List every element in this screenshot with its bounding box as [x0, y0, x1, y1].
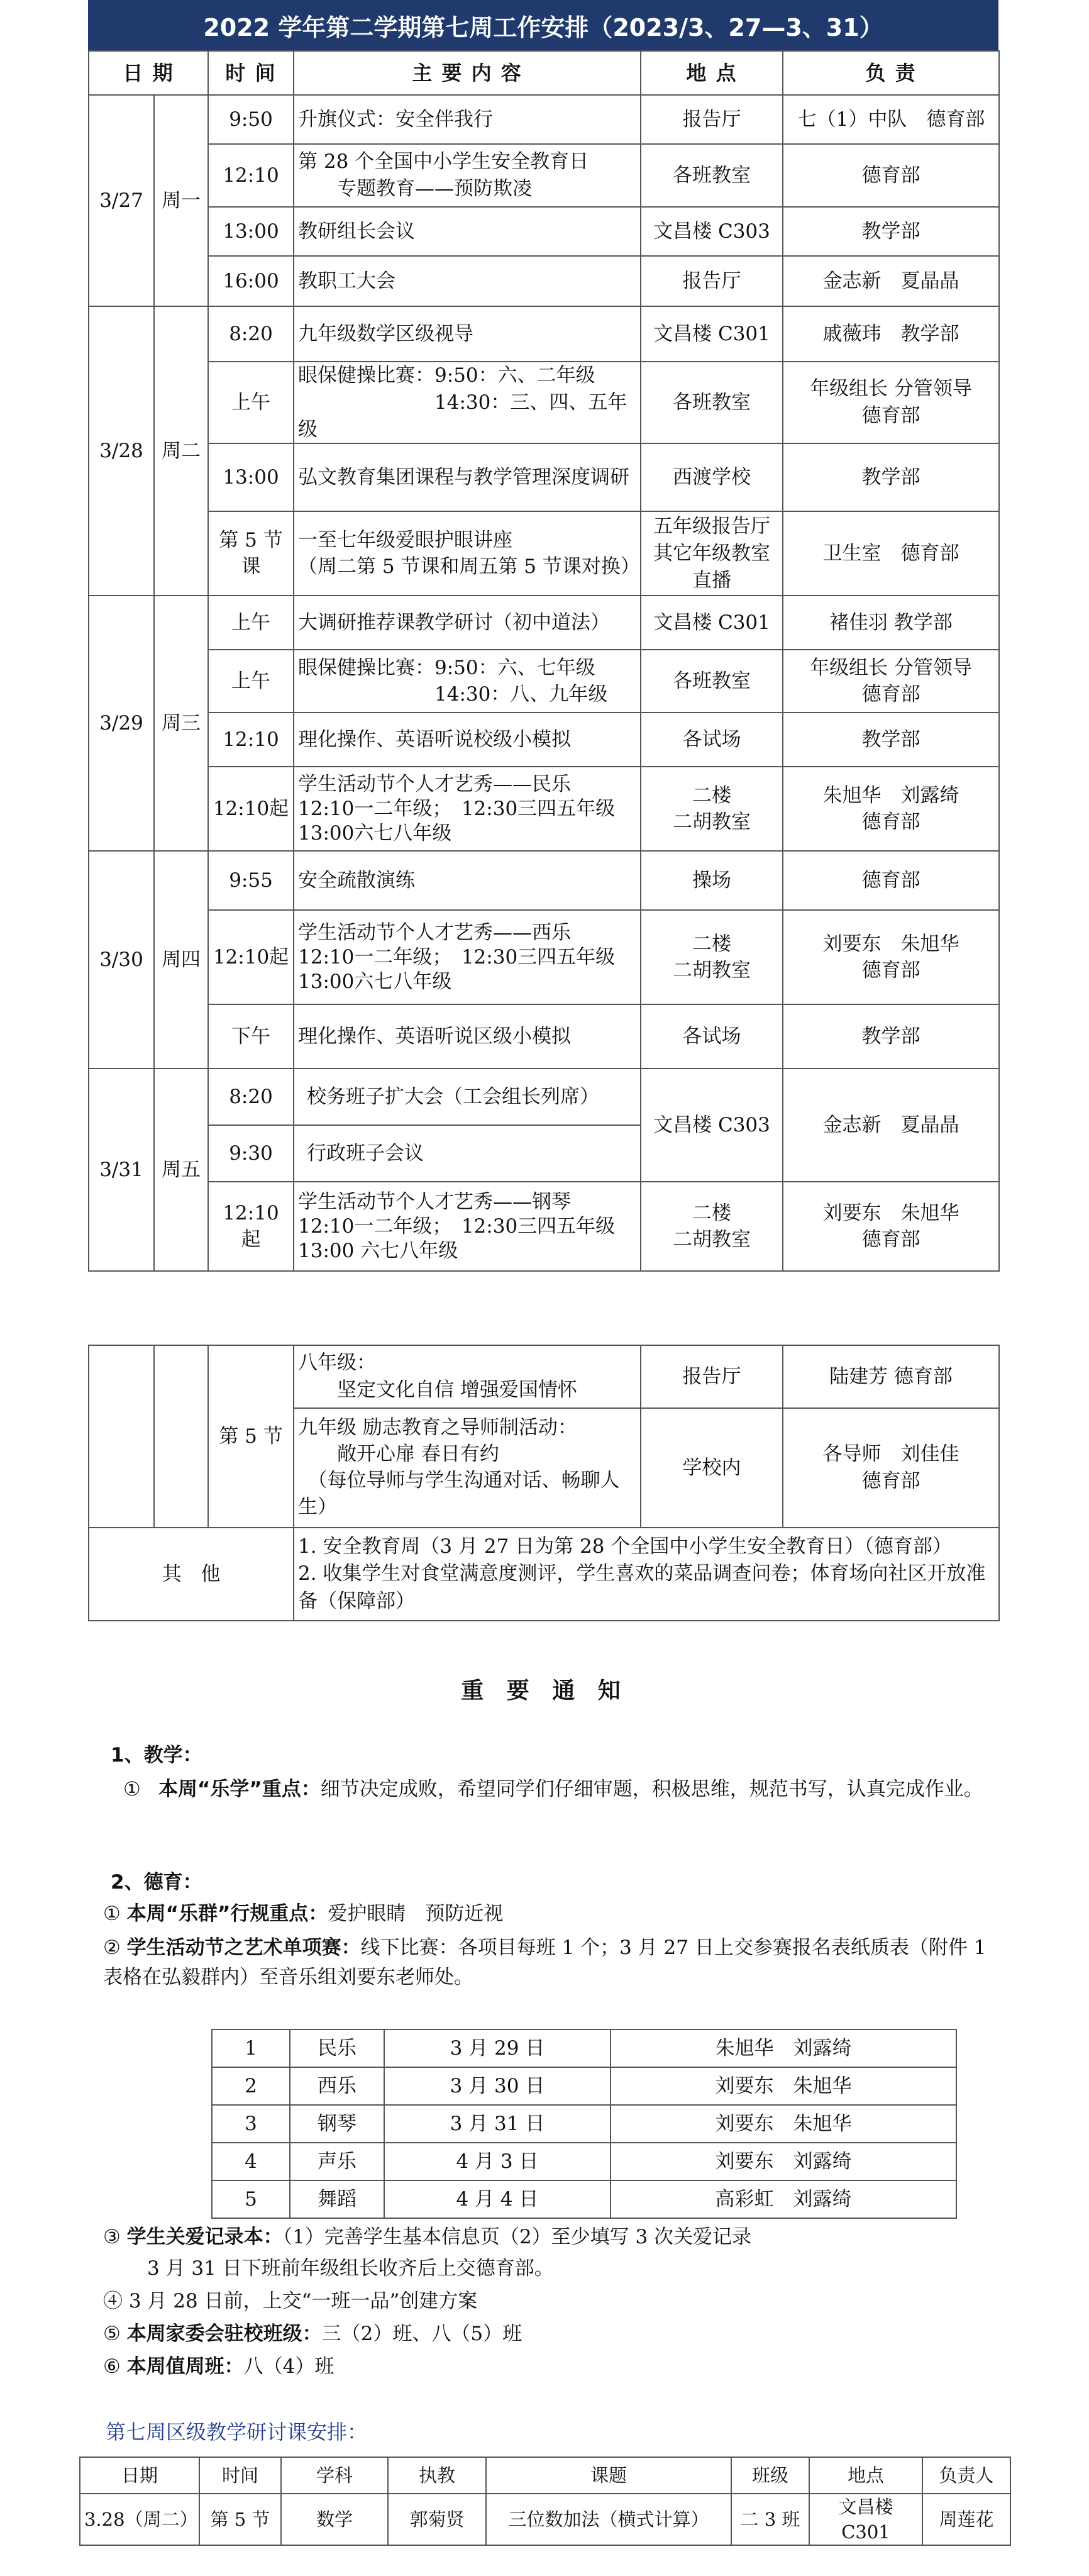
research-topic: 三位数加法（横式计算）	[486, 2494, 731, 2545]
teaching-item	[123, 1775, 997, 1804]
contest-row	[212, 2143, 956, 2180]
content-cell: 理化操作、英语听说校级小模拟	[294, 713, 641, 767]
place-cell: 文昌楼 C301	[641, 306, 783, 362]
item-mark: ②	[103, 1936, 121, 1959]
place-cell: 五年级报告厅 其它年级教室 直播	[641, 511, 783, 596]
time-cell: 9:30	[208, 1125, 294, 1182]
header-owner: 负责人	[922, 2457, 1010, 2494]
owner-cell: 教学部	[783, 1004, 999, 1069]
research-lesson-table	[79, 2457, 1011, 2546]
contest-row	[212, 2180, 956, 2218]
owner-cell: 教学部	[783, 443, 999, 511]
place-cell: 各班教室	[641, 144, 783, 207]
research-teacher: 郭菊贤	[388, 2494, 486, 2545]
header-date: 日期	[80, 2457, 199, 2494]
owner-cell: 陆建芳 德育部	[783, 1345, 999, 1408]
time-cell: 第 5 节课	[208, 511, 294, 596]
moral-item-3	[103, 2223, 751, 2252]
contest-row	[212, 2105, 956, 2143]
research-subject: 数学	[281, 2494, 388, 2545]
place-cell: 文昌楼 C303	[641, 207, 783, 256]
owner-cell: 年级组长 分管领导 德育部	[783, 362, 999, 443]
moral-item-2	[103, 1933, 996, 1992]
item-label: 本周“乐群”行规重点：	[126, 1902, 328, 1925]
moral-heading: 2、德育：	[111, 1871, 202, 1894]
contest-owner: 高彩虹 刘露绮	[611, 2180, 956, 2218]
content-cell: 学生活动节个人才艺秀——钢琴 12:10一二年级； 12:30三四五年级 13:00 六七八年级	[294, 1182, 641, 1271]
weekday-cell: 周三	[154, 596, 208, 851]
schedule-continuation-table	[88, 1345, 1000, 1621]
contest-no: 4	[212, 2143, 290, 2180]
header-topic: 课题	[486, 2457, 731, 2494]
time-cell: 12:10起	[208, 767, 294, 851]
table-row	[89, 144, 999, 207]
item-text: 线下比赛：各项目每班 1 个；3 月 27 日上交参赛报名表纸质表（附件 1 表格在弘毅群内）至音乐组刘要东老师处。	[103, 1936, 987, 1989]
time-cell: 8:20	[208, 1069, 294, 1125]
art-contest-table	[211, 2029, 957, 2219]
content-cell: 眼保健操比赛：9:50：六、二年级 14:30：三、四、五年级	[294, 362, 641, 443]
place-cell: 西渡学校	[641, 443, 783, 511]
table-row	[89, 256, 999, 306]
date-cell	[89, 1345, 154, 1528]
contest-date: 3 月 29 日	[384, 2029, 611, 2067]
header-place: 地点	[809, 2457, 922, 2494]
owner-cell: 德育部	[783, 144, 999, 207]
item-text: 八（4）班	[243, 2355, 334, 2378]
moral-item-6	[103, 2352, 334, 2382]
schedule-title: 2022 学年第二学期第七周工作安排（2023/3、27—3、31）	[88, 0, 998, 50]
place-cell: 学校内	[641, 1408, 783, 1528]
time-cell: 上午	[208, 362, 294, 443]
header-owner: 负 责	[783, 51, 999, 95]
time-cell: 上午	[208, 650, 294, 713]
content-cell: 行政班子会议	[294, 1125, 641, 1182]
contest-item: 声乐	[290, 2143, 384, 2180]
table-row	[89, 362, 999, 443]
content-cell: 大调研推荐课教学研讨（初中道法）	[294, 596, 641, 650]
research-place: 文昌楼 C301	[809, 2494, 922, 2545]
contest-row	[212, 2029, 956, 2067]
place-cell: 报告厅	[641, 1345, 783, 1408]
weekday-cell: 周五	[154, 1069, 208, 1271]
other-text: 1. 安全教育周（3 月 27 日为第 28 个全国中小学生安全教育日）（德育部） 2. 收集学生对食堂满意度测评，学生喜欢的菜品调查问卷；体育场向社区开放准备（保障部）	[294, 1528, 999, 1621]
table-row	[89, 306, 999, 362]
time-cell: 16:00	[208, 256, 294, 306]
time-cell: 13:00	[208, 443, 294, 511]
table-row	[89, 1004, 999, 1069]
item-mark: ①	[103, 1902, 121, 1925]
moral-item-3-line2: 3 月 31 日下班前年级组长收齐后上交德育部。	[147, 2257, 554, 2280]
time-cell: 上午	[208, 596, 294, 650]
item-label: 学生关爱记录本：	[126, 2226, 283, 2248]
time-cell: 13:00	[208, 207, 294, 256]
weekday-cell: 周四	[154, 851, 208, 1069]
place-cell: 各试场	[641, 1004, 783, 1069]
content-cell: 八年级： 坚定文化自信 增强爱国情怀	[294, 1345, 641, 1408]
content-cell: 教研组长会议	[294, 207, 641, 256]
place-cell: 各班教室	[641, 362, 783, 443]
owner-cell: 刘要东 朱旭华 德育部	[783, 910, 999, 1004]
other-label: 其 他	[89, 1528, 294, 1621]
owner-cell: 金志新 夏晶晶	[783, 256, 999, 306]
time-cell: 9:50	[208, 95, 294, 144]
weekday-cell	[154, 1345, 208, 1528]
research-heading: 第七周区级教学研讨课安排：	[106, 2420, 368, 2444]
content-cell: 弘文教育集团课程与教学管理深度调研	[294, 443, 641, 511]
owner-cell: 刘要东 朱旭华 德育部	[783, 1182, 999, 1271]
contest-owner: 刘要东 朱旭华	[611, 2067, 956, 2105]
time-cell: 9:55	[208, 851, 294, 910]
content-cell: 学生活动节个人才艺秀——民乐 12:10一二年级； 12:30三四五年级 13:00六七八年级	[294, 767, 641, 851]
owner-cell: 七（1）中队 德育部	[783, 95, 999, 144]
content-cell: 第 28 个全国中小学生安全教育日 专题教育——预防欺凌	[294, 144, 641, 207]
contest-date: 3 月 31 日	[384, 2105, 611, 2143]
table-header-row	[89, 51, 999, 95]
contest-item: 钢琴	[290, 2105, 384, 2143]
table-row	[89, 767, 999, 851]
owner-cell: 年级组长 分管领导 德育部	[783, 650, 999, 713]
research-row	[80, 2494, 1010, 2545]
table-row	[89, 443, 999, 511]
teaching-heading: 1、教学：	[111, 1744, 202, 1767]
contest-date: 3 月 30 日	[384, 2067, 611, 2105]
time-cell: 8:20	[208, 306, 294, 362]
header-teacher: 执教	[388, 2457, 486, 2494]
content-cell: 九年级 励志教育之导师制活动： 敞开心扉 春日有约 （每位导师与学生沟通对话、畅聊人生）	[294, 1408, 641, 1528]
time-cell: 第 5 节	[208, 1345, 294, 1528]
header-class: 班级	[731, 2457, 809, 2494]
contest-item: 西乐	[290, 2067, 384, 2105]
place-cell: 二楼 二胡教室	[641, 1182, 783, 1271]
date-cell: 3/30	[89, 851, 154, 1069]
header-time: 时间	[199, 2457, 281, 2494]
content-cell: 校务班子扩大会（工会组长列席）	[294, 1069, 641, 1125]
item-mark: ③	[103, 2226, 121, 2248]
owner-cell: 教学部	[783, 207, 999, 256]
weekly-schedule-table	[88, 50, 1000, 1272]
moral-item-1	[103, 1899, 503, 1929]
item-text: 爱护眼睛 预防近视	[328, 1902, 504, 1925]
time-cell: 下午	[208, 1004, 294, 1069]
contest-row	[212, 2067, 956, 2105]
owner-cell: 金志新 夏晶晶	[783, 1069, 999, 1182]
place-cell: 二楼 二胡教室	[641, 767, 783, 851]
item-mark: ⑥	[103, 2355, 121, 2378]
item-label: 本周“乐学”重点：	[158, 1778, 321, 1801]
research-owner: 周莲花	[922, 2494, 1010, 2545]
weekday-cell: 周一	[154, 95, 208, 306]
contest-item: 民乐	[290, 2029, 384, 2067]
table-row	[89, 851, 999, 910]
owner-cell: 各导师 刘佳佳 德育部	[783, 1408, 999, 1528]
place-cell: 二楼 二胡教室	[641, 910, 783, 1004]
item-text: 3 月 28 日前，上交“一班一品”创建方案	[128, 2290, 478, 2312]
content-cell: 学生活动节个人才艺秀——西乐 12:10一二年级； 12:30三四五年级 13:00六七八年级	[294, 910, 641, 1004]
contest-no: 1	[212, 2029, 290, 2067]
notices-title: 重 要 通 知	[461, 1678, 628, 1704]
table-row	[89, 95, 999, 144]
item-mark: ④	[103, 2290, 123, 2312]
date-cell: 3/28	[89, 306, 154, 596]
research-header-row	[80, 2457, 1010, 2494]
table-row	[89, 1182, 999, 1271]
item-text: 三（2）班、八（5）班	[321, 2323, 522, 2345]
header-date: 日 期	[89, 51, 208, 95]
content-cell: 九年级数学区级视导	[294, 306, 641, 362]
owner-cell: 戚薇玮 教学部	[783, 306, 999, 362]
time-cell: 12:10	[208, 144, 294, 207]
content-cell: 理化操作、英语听说区级小模拟	[294, 1004, 641, 1069]
table-row	[89, 910, 999, 1004]
time-cell: 12:10起	[208, 910, 294, 1004]
owner-cell: 卫生室 德育部	[783, 511, 999, 596]
item-text: （1）完善学生基本信息页（2）至少填写 3 次关爱记录	[282, 2226, 752, 2248]
research-date: 3.28（周二）	[80, 2494, 199, 2545]
time-cell: 12:10 起	[208, 1182, 294, 1271]
other-row	[89, 1528, 999, 1621]
weekday-cell: 周二	[154, 306, 208, 596]
moral-item-5	[103, 2319, 522, 2349]
table-row	[89, 596, 999, 650]
owner-cell: 褚佳羽 教学部	[783, 596, 999, 650]
research-time: 第 5 节	[199, 2494, 281, 2545]
research-class: 二 3 班	[731, 2494, 809, 2545]
content-cell: 眼保健操比赛：9:50：六、七年级 14:30：八、九年级	[294, 650, 641, 713]
table-row	[89, 650, 999, 713]
table-row	[89, 207, 999, 256]
contest-no: 5	[212, 2180, 290, 2218]
item-label: 本周家委会驻校班级：	[126, 2323, 322, 2345]
place-cell: 报告厅	[641, 256, 783, 306]
item-label: 本周值周班：	[126, 2355, 244, 2378]
header-time: 时 间	[208, 51, 294, 95]
header-content: 主 要 内 容	[294, 51, 641, 95]
content-cell: 升旗仪式：安全伴我行	[294, 95, 641, 144]
date-cell: 3/27	[89, 95, 154, 306]
owner-cell: 教学部	[783, 713, 999, 767]
item-text: 细节决定成败，希望同学们仔细审题，积极思维，规范书写，认真完成作业。	[320, 1778, 983, 1801]
item-label: 学生活动节之艺术单项赛：	[126, 1936, 361, 1959]
table-row	[89, 1069, 999, 1125]
contest-no: 2	[212, 2067, 290, 2105]
place-cell: 操场	[641, 851, 783, 910]
moral-item-4	[103, 2287, 477, 2316]
contest-item: 舞蹈	[290, 2180, 384, 2218]
contest-date: 4 月 4 日	[384, 2180, 611, 2218]
place-cell: 文昌楼 C303	[641, 1069, 783, 1182]
place-cell: 各班教室	[641, 650, 783, 713]
table-row	[89, 713, 999, 767]
contest-owner: 刘要东 朱旭华	[611, 2105, 956, 2143]
content-cell: 一至七年级爱眼护眼讲座 （周二第 5 节课和周五第 5 节课对换）	[294, 511, 641, 596]
place-cell: 报告厅	[641, 95, 783, 144]
table-row	[89, 1345, 999, 1408]
header-place: 地 点	[641, 51, 783, 95]
contest-owner: 朱旭华 刘露绮	[611, 2029, 956, 2067]
owner-cell: 德育部	[783, 851, 999, 910]
content-cell: 教职工大会	[294, 256, 641, 306]
date-cell: 3/31	[89, 1069, 154, 1271]
place-cell: 文昌楼 C301	[641, 596, 783, 650]
header-subject: 学科	[281, 2457, 388, 2494]
contest-date: 4 月 3 日	[384, 2143, 611, 2180]
owner-cell: 朱旭华 刘露绮 德育部	[783, 767, 999, 851]
date-cell: 3/29	[89, 596, 154, 851]
item-mark: ①	[123, 1778, 141, 1801]
table-row	[89, 511, 999, 596]
time-cell: 12:10	[208, 713, 294, 767]
place-cell: 各试场	[641, 713, 783, 767]
contest-owner: 刘要东 刘露绮	[611, 2143, 956, 2180]
contest-no: 3	[212, 2105, 290, 2143]
content-cell: 安全疏散演练	[294, 851, 641, 910]
item-mark: ⑤	[103, 2323, 121, 2345]
